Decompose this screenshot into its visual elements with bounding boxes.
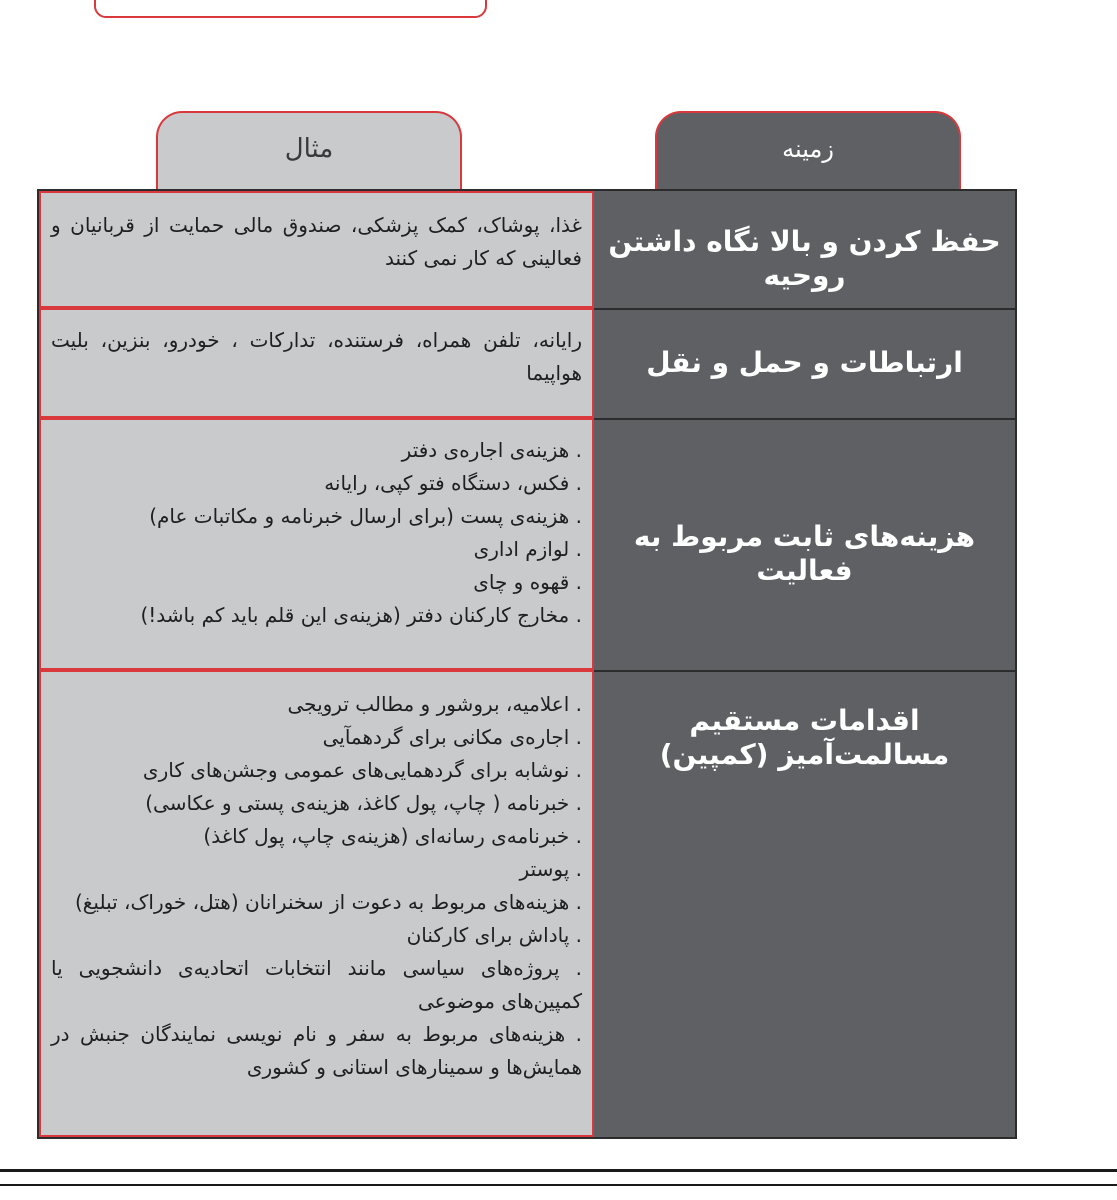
example-text: غذا، پوشاک، کمک پزشکی، صندوق مالی حمایت از قربانیان و فعالینی که کار نمی کنند — [51, 213, 582, 270]
example-header-label: مثال — [284, 134, 334, 164]
footer-rule — [0, 1184, 1117, 1186]
example-list-item: . خبرنامه‌ی رسانه‌ای (هزینه‌ی چاپ، پول کاغذ) — [203, 824, 582, 848]
footer-rule — [0, 1169, 1117, 1172]
table-row — [39, 308, 1015, 418]
example-list-item: . قهوه و چای — [473, 570, 582, 594]
example-list-item: . هزینه‌ی پست (برای ارسال خبرنامه و مکاتبات عام) — [149, 504, 582, 528]
field-cell — [594, 418, 1015, 670]
field-cell — [594, 191, 1015, 308]
field-text: حفظ کردن و بالا نگاه داشتن روحیه — [608, 225, 1001, 292]
example-list-item: . نوشابه برای گردهمایی‌های عمومی وجشن‌های کاری — [142, 758, 582, 782]
field-cell — [594, 308, 1015, 418]
field-text: ارتباطات و حمل و نقل — [646, 346, 963, 379]
example-list-item: . پروژه‌های سیاسی مانند انتخابات اتحادیه‌ی دانشجویی یا کمپین‌های موضوعی — [51, 956, 582, 1013]
field-column-header — [655, 111, 961, 191]
example-cell — [39, 418, 594, 670]
top-frame-box — [94, 0, 487, 18]
field-text: هزینه‌های ثابت مربوط به فعالیت — [633, 520, 976, 587]
example-list-item: . هزینه‌های مربوط به سفر و نام نویسی نمایندگان جنبش در همایش‌ها و سمینارهای استانی و کشوری — [51, 1022, 582, 1079]
table-row — [39, 670, 1015, 1137]
cost-table — [37, 189, 1017, 1139]
example-list-item: . خبرنامه ( چاپ، پول کاغذ، هزینه‌ی پستی و عکاسی) — [145, 791, 582, 815]
example-cell — [39, 308, 594, 418]
example-list-item: . هزینه‌های مربوط به دعوت از سخنرانان (هتل، خوراک، تبلیغ) — [74, 890, 582, 914]
field-header-label: زمینه — [782, 135, 834, 163]
example-list-item: . مخارج کارکنان دفتر (هزینه‌ی این قلم باید کم باشد!) — [140, 603, 582, 627]
field-cell — [594, 670, 1015, 1137]
example-list-item: . لوازم اداری — [473, 537, 582, 561]
example-list-item: . اجاره‌ی مکانی برای گردهمآیی — [322, 725, 582, 749]
example-list-item: . فکس، دستگاه فتو کپی، رایانه — [324, 471, 582, 495]
example-list-item: . هزینه‌ی اجاره‌ی دفتر — [401, 438, 582, 462]
field-text: اقدامات مستقیم مسالمت‌آمیز (کمپین) — [659, 704, 950, 771]
example-text: رایانه، تلفن همراه، فرستنده، تدارکات ، خودرو، بنزین، بلیت هواپیما — [51, 328, 582, 385]
table-row — [39, 418, 1015, 670]
example-list-item: . پوستر — [519, 857, 582, 881]
table-row — [39, 191, 1015, 308]
example-cell — [39, 191, 594, 308]
example-cell — [39, 670, 594, 1137]
example-column-header — [156, 111, 462, 191]
example-list-item: . پاداش برای کارکنان — [406, 923, 582, 947]
example-list-item: . اعلامیه، بروشور و مطالب ترویجی — [287, 692, 582, 716]
